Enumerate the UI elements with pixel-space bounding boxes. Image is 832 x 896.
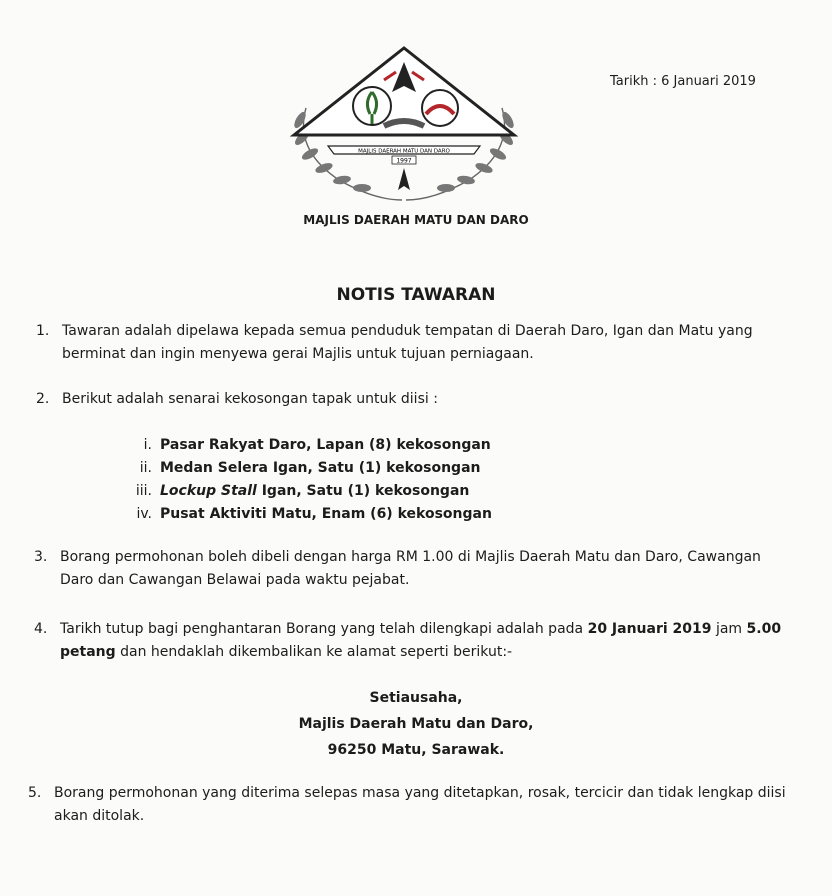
closing-time: 5.00 xyxy=(746,621,782,637)
paragraph-text: Daro dan Cawangan Belawai pada waktu pejabat. xyxy=(60,572,410,588)
paragraph-4: 4. Tarikh tutup bagi penghantaran Borang yang telah dilengkapi adalah pada 20 Januari 2019 jam 5.00 petang dan hendaklah dikembalikan ke alamat seperti berikut:- xyxy=(34,618,781,664)
logo-banner-text: MAJLIS DAERAH MATU DAN DARO xyxy=(358,148,450,155)
paragraph-text: Tawaran adalah dipelawa kepada semua penduduk tempatan di Daerah Daro, Igan dan Matu yang xyxy=(62,323,753,339)
organization-name: MAJLIS DAERAH MATU DAN DARO xyxy=(303,213,529,227)
paragraph-number: 4. xyxy=(34,621,48,637)
paragraph-text: Berikut adalah senarai kekosongan tapak untuk diisi : xyxy=(62,391,438,407)
list-item: ii. Medan Selera Igan, Satu (1) kekosongan xyxy=(139,460,481,476)
address-line: Setiausaha, xyxy=(369,690,463,706)
list-item: i. Pasar Rakyat Daro, Lapan (8) kekosongan xyxy=(143,437,491,453)
paragraph-number: 5. xyxy=(28,785,42,801)
address-line: Majlis Daerah Matu dan Daro, xyxy=(298,716,534,732)
paragraph-text: berminat dan ingin menyewa gerai Majlis untuk tujuan perniagaan. xyxy=(62,346,534,362)
list-item: iv. Pusat Aktiviti Matu, Enam (6) kekosongan xyxy=(136,506,492,522)
paragraph-number: 3. xyxy=(34,549,48,565)
paragraph-text: Borang permohonan boleh dibeli dengan harga RM 1.00 di Majlis Daerah Matu dan Daro, Cawangan xyxy=(60,549,761,565)
paragraph-5 xyxy=(28,782,786,828)
paragraph-text: akan ditolak. xyxy=(54,808,145,824)
paragraph-1 xyxy=(36,320,753,366)
council-logo xyxy=(284,40,524,208)
paragraph-number: 2. xyxy=(36,391,50,407)
list-item: iii. Lockup Stall Igan, Satu (1) kekosongan xyxy=(135,483,470,499)
closing-date: 20 Januari 2019 xyxy=(587,621,712,637)
logo-year: 1997 xyxy=(396,157,412,165)
address-line: 96250 Matu, Sarawak. xyxy=(327,742,505,758)
paragraph-number: 1. xyxy=(36,323,50,339)
notice-date: Tarikh : 6 Januari 2019 xyxy=(610,74,756,89)
paragraph-text: Borang permohonan yang diterima selepas masa yang ditetapkan, rosak, tercicir dan tidak lengkap diisi xyxy=(54,785,786,801)
vacancy-list xyxy=(116,434,492,526)
paragraph-3 xyxy=(34,546,761,592)
notice-title: NOTIS TAWARAN xyxy=(336,285,496,305)
paragraph-2 xyxy=(36,388,438,411)
return-address xyxy=(0,685,832,763)
